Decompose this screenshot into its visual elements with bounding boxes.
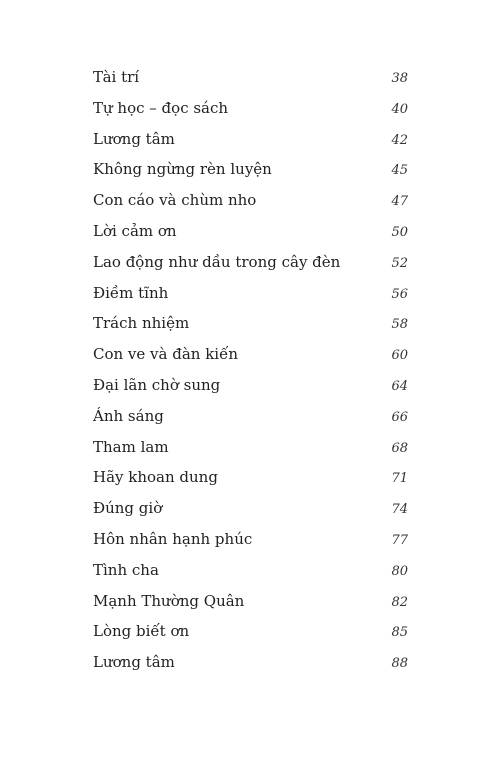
toc-entry[interactable] [93,647,408,678]
toc-entry[interactable] [93,124,408,155]
toc-entry-page: 77 [391,532,408,548]
toc-entry-title: Hôn nhân hạnh phúc [93,529,253,548]
toc-entry[interactable] [93,308,408,339]
toc-entry[interactable] [93,555,408,586]
toc-entry-title: Lương tâm [93,129,175,148]
toc-entry[interactable] [93,616,408,647]
toc-entry-page: 47 [391,194,408,210]
toc-entry-page: 80 [391,563,408,579]
toc-entry-title: Con cáo và chùm nho [93,191,257,210]
toc-entry[interactable] [93,370,408,401]
toc-entry[interactable] [93,93,408,124]
toc-entry-page: 52 [391,255,408,271]
toc-entry-page: 56 [391,286,408,302]
toc-entry[interactable] [93,216,408,247]
toc-entry-page: 85 [391,625,408,641]
toc-entry[interactable] [93,493,408,524]
toc-entry-title: Mạnh Thường Quân [93,591,245,610]
toc-entry-title: Lời cảm ơn [93,221,177,240]
toc-entry-page: 82 [391,594,408,610]
toc-entry-page: 71 [391,471,408,487]
toc-entry-page: 66 [391,409,408,425]
toc-entry-page: 38 [391,71,408,86]
toc-entry-page: 74 [391,502,408,518]
toc-entry-page: 40 [391,101,408,117]
toc-entry-title: Tham lam [93,437,169,456]
table-of-contents [93,62,408,678]
toc-entry[interactable] [93,586,408,617]
toc-entry-title: Không ngừng rèn luyện [93,160,272,179]
toc-entry-page: 60 [391,348,408,364]
toc-entry-title: Đúng giờ [93,499,163,518]
toc-entry-page: 50 [391,224,408,240]
toc-entry-title: Hãy khoan dung [93,468,218,487]
toc-entry-title: Ánh sáng [93,406,164,425]
toc-entry-page: 45 [391,163,408,179]
toc-entry-title: Tự học – đọc sách [93,98,229,117]
toc-entry[interactable] [93,462,408,493]
toc-entry[interactable] [93,524,408,555]
toc-entry[interactable] [93,401,408,432]
toc-entry-title: Điềm tĩnh [93,283,169,302]
toc-entry-page: 68 [391,440,408,456]
toc-entry[interactable] [93,62,408,93]
toc-entry-title: Đại lãn chờ sung [93,375,221,394]
toc-entry[interactable] [93,154,408,185]
toc-entry[interactable] [93,185,408,216]
toc-entry-page: 64 [391,378,408,394]
toc-entry-page: 88 [391,656,408,672]
toc-entry-title: Lòng biết ơn [93,622,190,641]
toc-entry[interactable] [93,278,408,309]
toc-entry-title: Trách nhiệm [93,314,190,333]
toc-entry[interactable] [93,432,408,463]
toc-entry-title: Tình cha [93,560,159,579]
toc-entry[interactable] [93,247,408,278]
toc-entry-page: 58 [391,317,408,333]
toc-entry-title: Lương tâm [93,653,175,672]
toc-entry-title: Tài trí [93,68,140,86]
toc-entry-page: 42 [391,132,408,148]
toc-entry-title: Lao động như dầu trong cây đèn [93,252,341,271]
toc-entry[interactable] [93,339,408,370]
toc-entry-title: Con ve và đàn kiến [93,345,238,364]
